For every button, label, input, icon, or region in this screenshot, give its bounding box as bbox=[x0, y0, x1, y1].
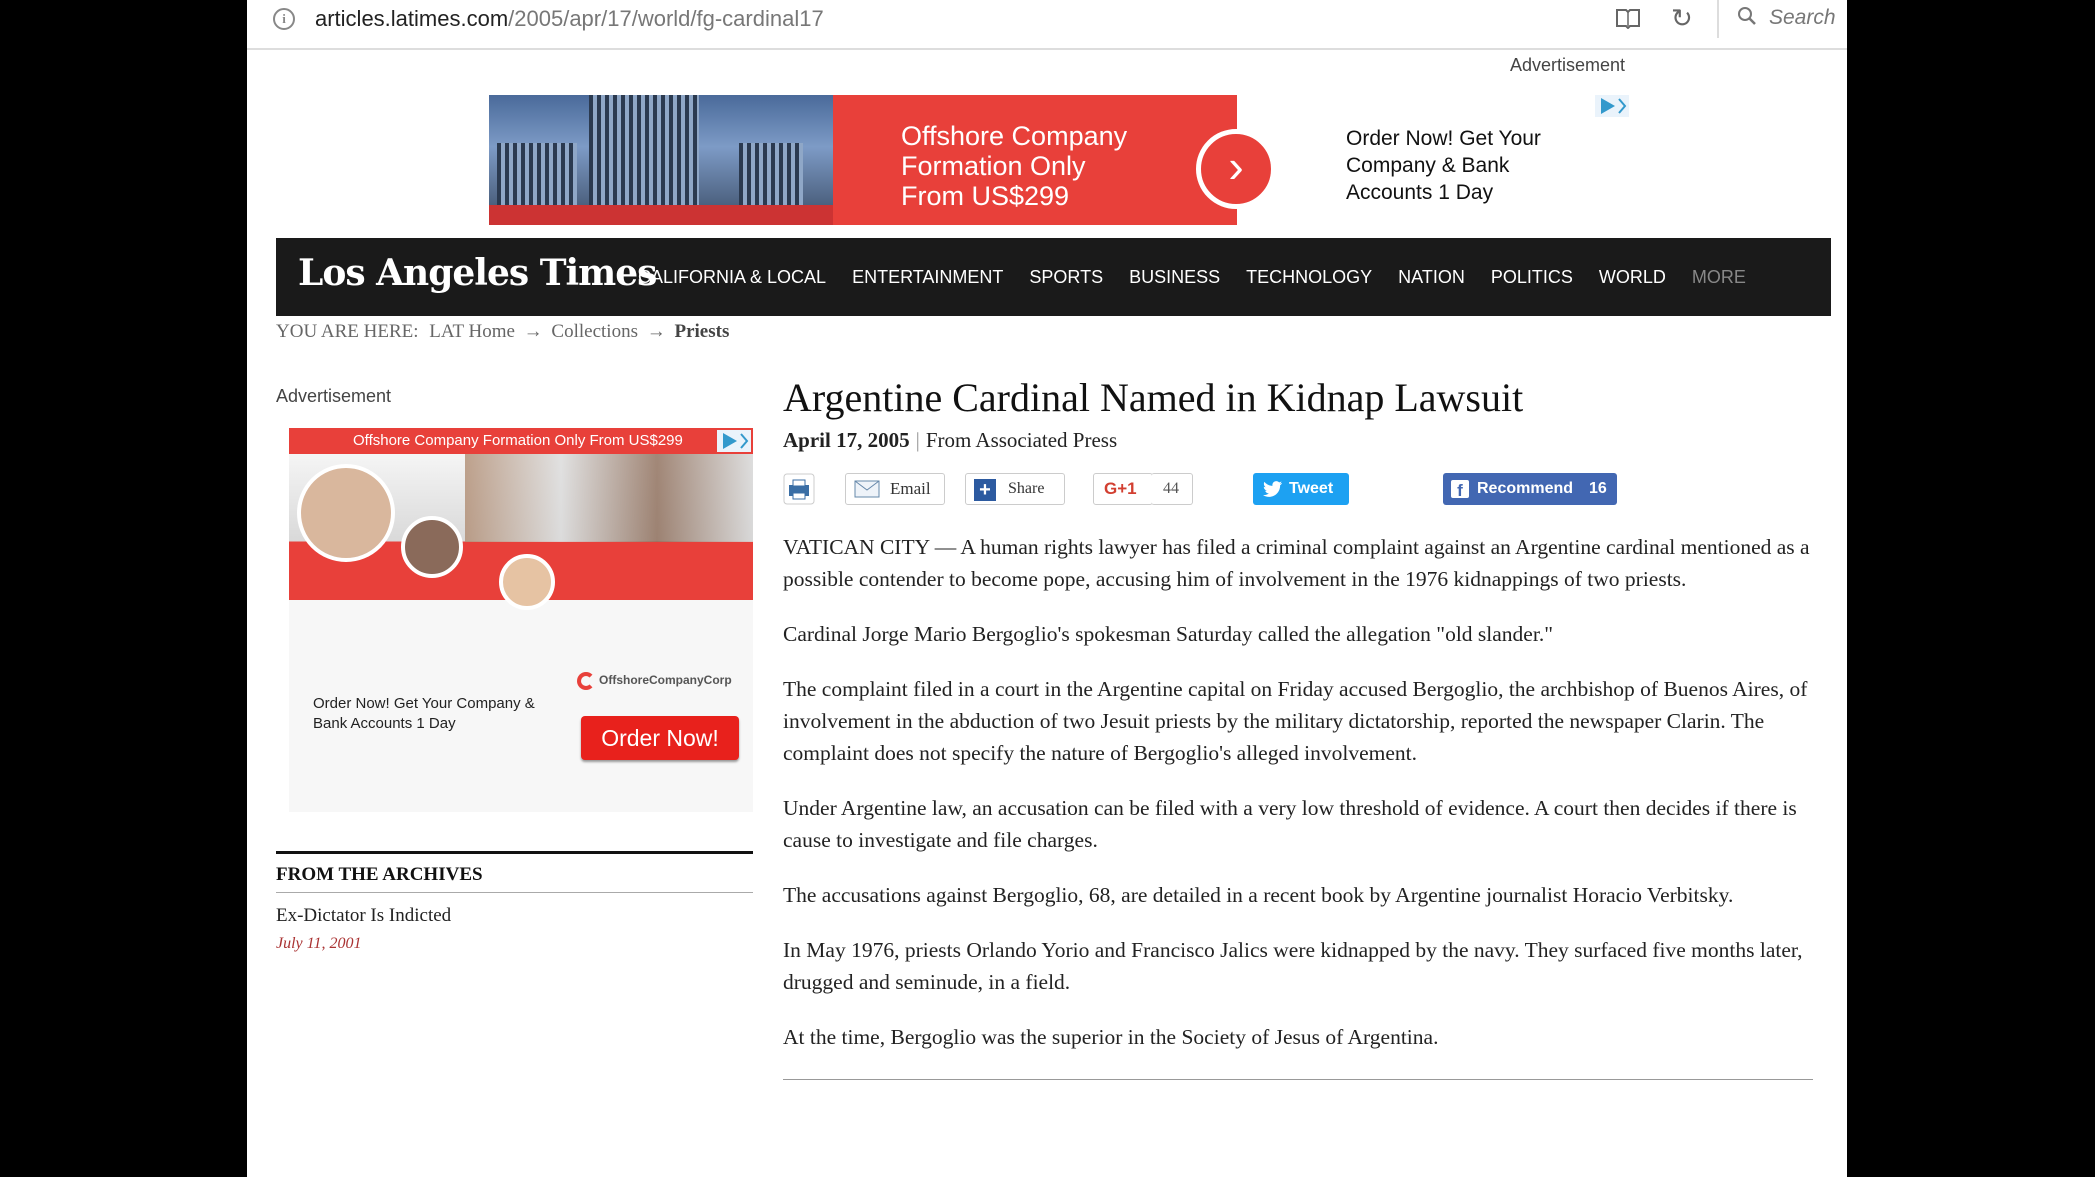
breadcrumb-arrow: → bbox=[523, 321, 543, 342]
share-label: Share bbox=[1008, 480, 1045, 497]
nav-item-world[interactable]: WORLD bbox=[1598, 266, 1666, 287]
gplus-button[interactable] bbox=[1093, 473, 1153, 505]
share-button[interactable] bbox=[965, 473, 1065, 505]
article-source: From Associated Press bbox=[925, 428, 1118, 452]
search-placeholder: Search bbox=[1769, 6, 1836, 29]
top-banner-ad[interactable] bbox=[489, 95, 1629, 225]
side-ad-photo bbox=[289, 454, 753, 600]
reader-view-icon[interactable] bbox=[1615, 7, 1641, 29]
recommend-count: 16 bbox=[1589, 480, 1607, 497]
share-bar bbox=[783, 467, 1823, 513]
article-divider bbox=[783, 1079, 1813, 1080]
email-button[interactable] bbox=[845, 473, 945, 505]
tweet-label: Tweet bbox=[1289, 480, 1334, 497]
article bbox=[783, 374, 1823, 1080]
ad-red-panel bbox=[833, 95, 1237, 225]
facebook-icon: f bbox=[1451, 480, 1469, 498]
archives-box bbox=[276, 851, 753, 953]
brand-name: OffshoreCompanyCorp bbox=[599, 673, 732, 688]
site-info-icon[interactable]: i bbox=[273, 8, 295, 30]
archives-title: FROM THE ARCHIVES bbox=[276, 854, 753, 893]
article-paragraph: Cardinal Jorge Mario Bergoglio's spokesman Saturday called the allegation "old slander." bbox=[783, 622, 1553, 646]
nav-item-california[interactable]: CALIFORNIA & LOCAL bbox=[638, 266, 827, 287]
main-nav bbox=[276, 238, 1831, 316]
meta-divider: | bbox=[915, 428, 920, 452]
search-box[interactable] bbox=[1729, 4, 1839, 34]
breadcrumb-prefix: YOU ARE HERE: bbox=[276, 321, 419, 342]
ad-side-text: Order Now! Get Your Company & Bank Accounts 1 Day bbox=[1346, 127, 1541, 204]
search-icon bbox=[1737, 6, 1757, 26]
nav-item-business[interactable]: BUSINESS bbox=[1129, 266, 1221, 287]
brand-logo-icon bbox=[577, 672, 595, 690]
article-paragraph: VATICAN CITY — A human rights lawyer has filed a criminal complaint against an Argentine cardinal mentioned as a possible contender to become pope, accusing him of involvement in the 1976 kidnappings of two priests. bbox=[783, 535, 1810, 591]
gplus-count-text: 44 bbox=[1163, 480, 1179, 497]
archive-link[interactable]: Ex-Dictator Is Indicted bbox=[276, 905, 452, 926]
adchoices-icon[interactable] bbox=[717, 430, 751, 452]
recommend-label: Recommend bbox=[1477, 480, 1574, 497]
reload-icon[interactable]: ↻ bbox=[1671, 3, 1693, 33]
breadcrumb-collections-link[interactable]: Collections bbox=[551, 321, 638, 342]
ad-label: Advertisement bbox=[1510, 55, 1626, 75]
nav-item-nation[interactable]: NATION bbox=[1398, 266, 1465, 287]
url-host: articles.latimes.com bbox=[315, 6, 509, 31]
side-ad-header-text: Offshore Company Formation Only From US$299 bbox=[353, 432, 683, 449]
print-icon bbox=[783, 473, 815, 505]
side-ad-brand bbox=[577, 672, 732, 690]
article-paragraph: In May 1976, priests Orlando Yorio and Francisco Jalics were kidnapped by the navy. They surfaced five months later, drugged and seminude, in a field. bbox=[783, 938, 1803, 994]
nav-item-sports[interactable]: SPORTS bbox=[1029, 266, 1104, 287]
gplus-count bbox=[1151, 473, 1193, 505]
url-field[interactable] bbox=[315, 6, 824, 32]
address-bar bbox=[247, 0, 1847, 50]
gplus-label: G+1 bbox=[1104, 479, 1137, 498]
article-paragraph: Under Argentine law, an accusation can be filed with a very low threshold of evidence. A court then decides if there is cause to investigate and file charges. bbox=[783, 796, 1797, 852]
side-ad-label: Advertisement bbox=[276, 386, 392, 406]
print-button[interactable] bbox=[783, 473, 815, 505]
breadcrumb-arrow: → bbox=[646, 321, 666, 342]
email-label: Email bbox=[890, 479, 931, 498]
ad-city-image bbox=[489, 95, 833, 225]
plus-icon: + bbox=[974, 479, 996, 501]
browser-window bbox=[247, 0, 1847, 1177]
order-now-button[interactable]: Order Now! bbox=[581, 716, 739, 760]
nav-item-more[interactable]: MORE bbox=[1691, 266, 1746, 287]
adchoices-icon[interactable] bbox=[1595, 95, 1629, 117]
article-paragraph: The accusations against Bergoglio, 68, are detailed in a recent book by Argentine journalist Horacio Verbitsky. bbox=[783, 883, 1734, 907]
side-ad-header bbox=[289, 428, 753, 454]
url-path: /2005/apr/17/world/fg-cardinal17 bbox=[508, 6, 824, 31]
ad-headline: Offshore Company Formation Only From US$299 bbox=[901, 121, 1128, 211]
article-meta bbox=[783, 428, 1823, 453]
nav-item-entertainment[interactable]: ENTERTAINMENT bbox=[852, 266, 1004, 287]
site-logo[interactable]: Los Angeles Times bbox=[298, 252, 657, 294]
article-paragraph: The complaint filed in a court in the Argentine capital on Friday accused Bergoglio, the archbishop of Buenos Aires, of involvement in the abduction of two Jesuit priests by the military dictatorship, reported the newspaper Clarin. The complaint does not specify the nature of Bergoglio's alleged involvement. bbox=[783, 677, 1808, 765]
breadcrumb-current[interactable]: Priests bbox=[674, 321, 730, 342]
side-ad-text: Order Now! Get Your Company & Bank Accounts 1 Day bbox=[313, 695, 535, 732]
side-ad[interactable] bbox=[289, 428, 753, 812]
archive-date: July 11, 2001 bbox=[276, 935, 362, 952]
article-paragraph: At the time, Bergoglio was the superior in the Society of Jesus of Argentina. bbox=[783, 1025, 1439, 1049]
email-icon bbox=[854, 480, 880, 498]
breadcrumb-home-link[interactable]: LAT Home bbox=[429, 321, 515, 342]
breadcrumb bbox=[276, 321, 729, 343]
nav-item-technology[interactable]: TECHNOLOGY bbox=[1246, 266, 1373, 287]
tweet-button[interactable] bbox=[1253, 473, 1349, 505]
toolbar-divider bbox=[1717, 0, 1719, 38]
nav-item-politics[interactable]: POLITICS bbox=[1490, 266, 1573, 287]
twitter-icon bbox=[1263, 481, 1283, 497]
article-date: April 17, 2005 bbox=[783, 428, 910, 452]
article-headline: Argentine Cardinal Named in Kidnap Lawsuit bbox=[783, 375, 1524, 420]
facebook-recommend-button[interactable] bbox=[1443, 473, 1617, 505]
ad-arrow-button[interactable]: › bbox=[1196, 129, 1276, 209]
